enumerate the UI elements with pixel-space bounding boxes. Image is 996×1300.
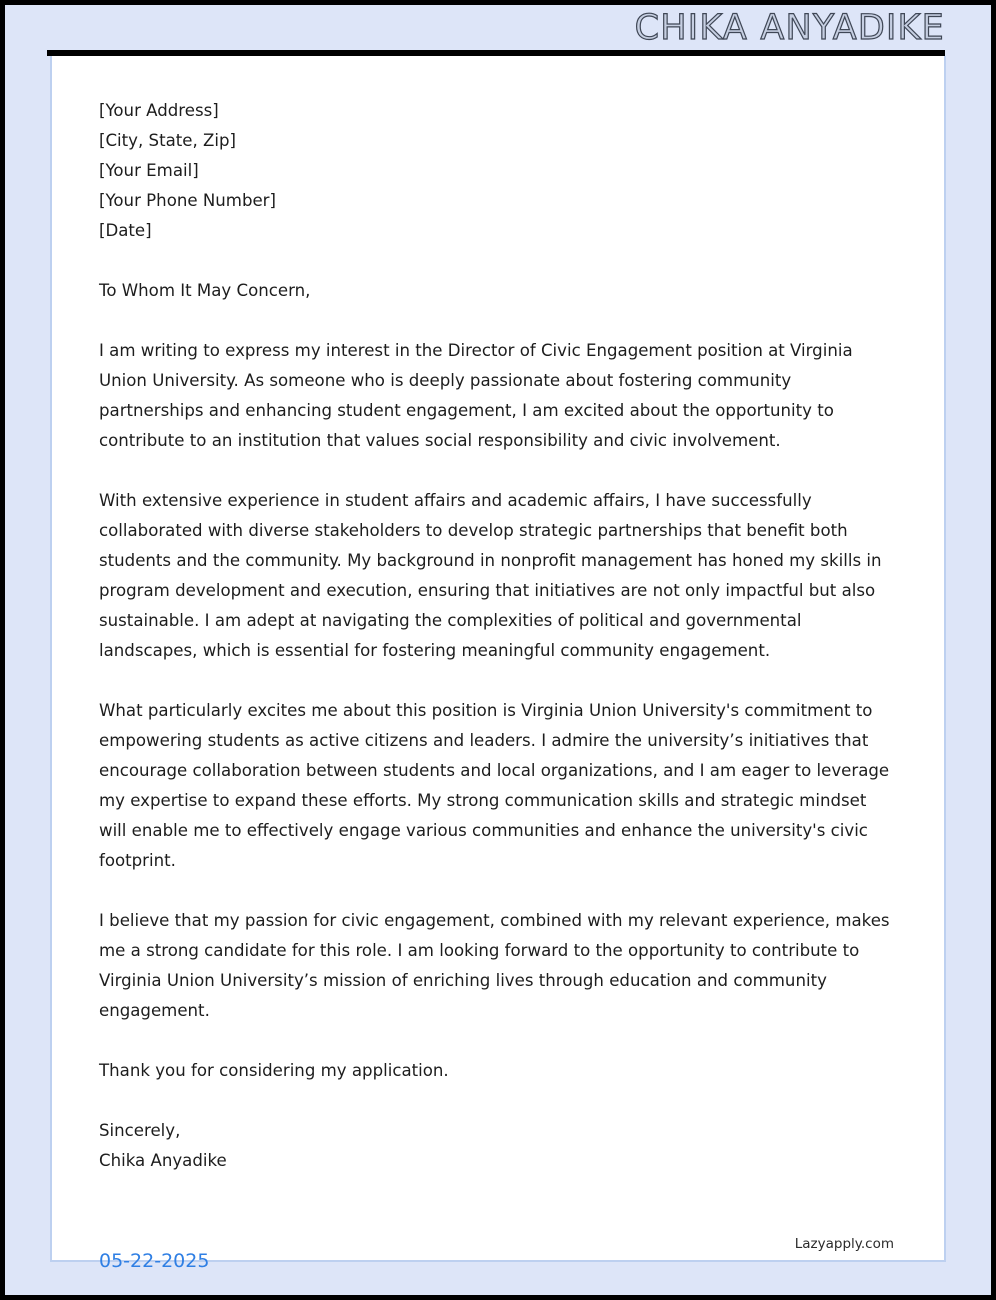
date-stamp: 05-22-2025	[99, 1250, 210, 1272]
signature-closing: Sincerely,	[99, 1121, 181, 1140]
spacer	[99, 306, 899, 336]
contact-line-date: [Date]	[99, 221, 152, 240]
contact-line-phone: [Your Phone Number]	[99, 191, 276, 210]
salutation: To Whom It May Concern,	[99, 281, 311, 300]
closing-thanks: Thank you for considering my application.	[99, 1061, 449, 1080]
spacer	[99, 1026, 899, 1056]
contact-line-address: [Your Address]	[99, 101, 219, 120]
letter-sheet	[50, 56, 946, 1262]
footer-brand-label: Lazyapply.com	[794, 1236, 894, 1252]
applicant-name-title: CHIKA ANYADIKE	[634, 8, 945, 48]
spacer	[99, 246, 899, 276]
letterhead-header	[5, 5, 991, 50]
letter-body	[99, 96, 899, 1176]
spacer	[99, 1086, 899, 1116]
body-paragraph-4: I believe that my passion for civic engagement, combined with my relevant experience, makes me a strong candidate for this role. I am looking forward to the opportunity to contribute to Virginia Union University’s mission of enriching lives through education and community engagement.	[99, 911, 890, 1020]
body-paragraph-3: What particularly excites me about this position is Virginia Union University's commitment to empowering students as active citizens and leaders. I admire the university’s initiatives that encourage collaboration between students and local organizations, and I am eager to leverage my expertise to expand these efforts. My strong communication skills and strategic mindset will enable me to effectively engage various communities and enhance the university's civic footprint.	[99, 701, 890, 870]
spacer	[99, 666, 899, 696]
body-paragraph-1: I am writing to express my interest in the Director of Civic Engagement position at Virginia Union University. As someone who is deeply passionate about fostering community partnerships and enhancing student engagement, I am excited about the opportunity to contribute to an institution that values social responsibility and civic involvement.	[99, 341, 853, 450]
contact-line-city-state-zip: [City, State, Zip]	[99, 131, 237, 150]
signature-name: Chika Anyadike	[99, 1151, 227, 1170]
spacer	[99, 456, 899, 486]
body-paragraph-2: With extensive experience in student affairs and academic affairs, I have successfully collaborated with diverse stakeholders to develop strategic partnerships that benefit both students and the community. My background in nonprofit management has honed my skills in program development and execution, ensuring that initiatives are not only impactful but also sustainable. I am adept at navigating the complexities of political and governmental landscapes, which is essential for fostering meaningful community engagement.	[99, 491, 882, 660]
contact-line-email: [Your Email]	[99, 161, 199, 180]
spacer	[99, 876, 899, 906]
